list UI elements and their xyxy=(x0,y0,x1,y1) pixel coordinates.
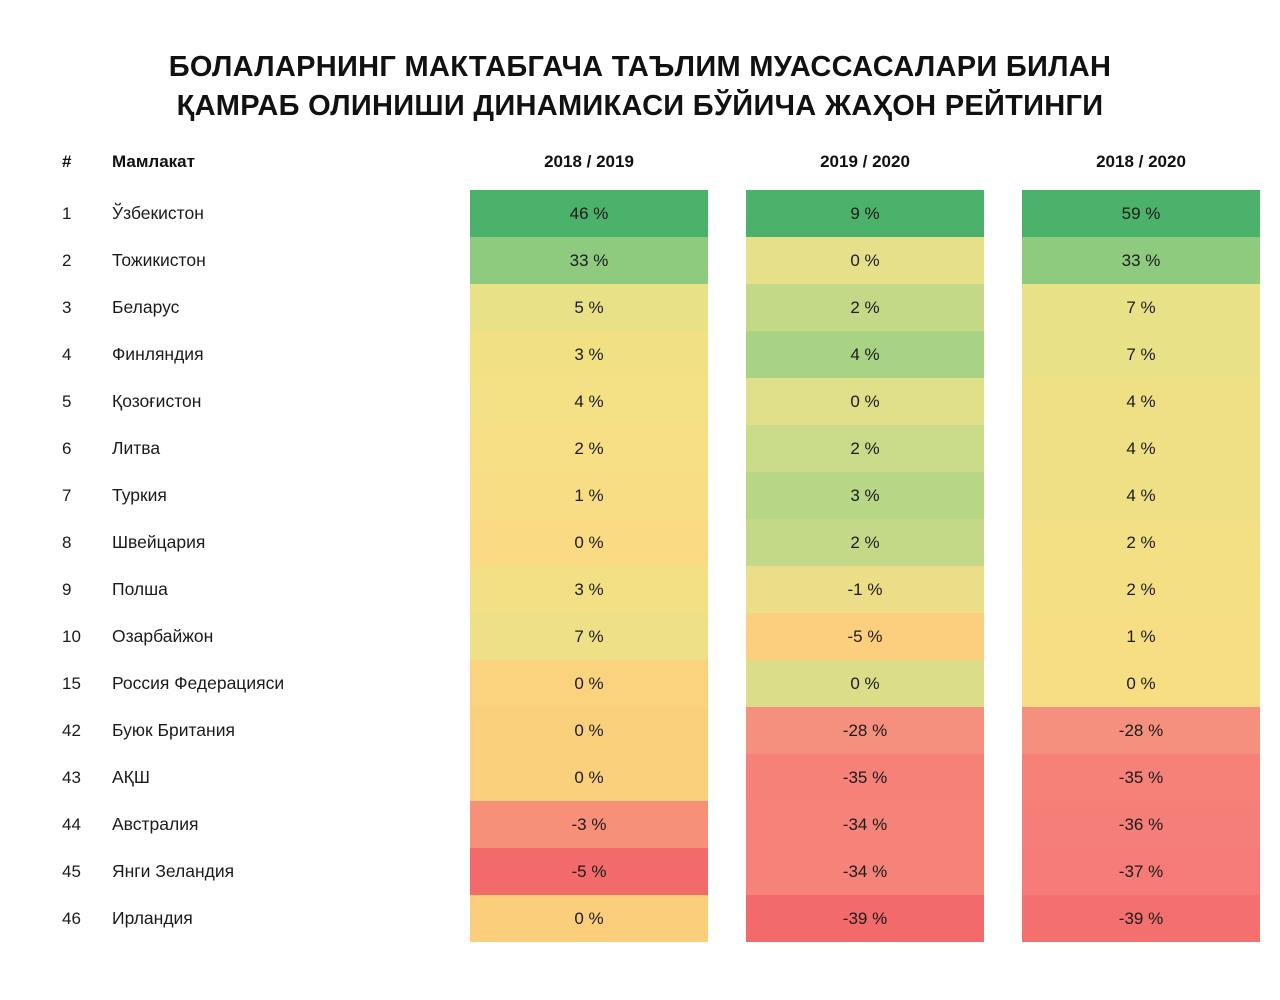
page-title xyxy=(60,48,1220,126)
cell-spacer xyxy=(708,754,746,801)
table-row xyxy=(60,472,1260,519)
row-rank: 2 xyxy=(62,250,72,270)
cell-spacer xyxy=(418,190,470,237)
cell-spacer xyxy=(418,848,470,895)
row-country-label: Тожикистон xyxy=(112,250,206,271)
heatmap-cell: 0 % xyxy=(470,660,708,707)
heatmap-cell: 3 % xyxy=(470,331,708,378)
column-header-country: Мамлакат xyxy=(112,152,195,172)
cell-spacer xyxy=(984,660,1022,707)
row-rank: 43 xyxy=(62,767,81,787)
heatmap-cell: -3 % xyxy=(470,801,708,848)
table-row xyxy=(60,237,1260,284)
column-header-2018-2020: 2018 / 2020 xyxy=(1096,152,1186,172)
cell-spacer xyxy=(708,613,746,660)
heatmap-cell: -34 % xyxy=(746,801,984,848)
heatmap-cell: -39 % xyxy=(1022,895,1260,942)
cell-spacer xyxy=(984,425,1022,472)
table-body xyxy=(60,190,1260,942)
row-rank: 42 xyxy=(62,720,81,740)
cell-spacer xyxy=(708,331,746,378)
heatmap-cell: 1 % xyxy=(470,472,708,519)
cell-spacer xyxy=(708,237,746,284)
table-row xyxy=(60,378,1260,425)
table-row xyxy=(60,190,1260,237)
cell-spacer xyxy=(984,895,1022,942)
heatmap-cell: 0 % xyxy=(746,378,984,425)
heatmap-cell: 33 % xyxy=(1022,237,1260,284)
heatmap-cell: 46 % xyxy=(470,190,708,237)
cell-spacer xyxy=(418,895,470,942)
row-country-label: Туркия xyxy=(112,485,167,506)
cell-spacer xyxy=(708,895,746,942)
page-title-line-1: БОЛАЛАРНИНГ МАКТАБГАЧА ТАЪЛИМ МУАССАСАЛАРИ БИЛАН xyxy=(168,51,1112,83)
header-spacer xyxy=(708,152,746,190)
heatmap-cell: 0 % xyxy=(470,754,708,801)
heatmap-cell: -5 % xyxy=(470,848,708,895)
heatmap-cell: 4 % xyxy=(1022,425,1260,472)
heatmap-cell: 2 % xyxy=(746,519,984,566)
row-rank: 1 xyxy=(62,203,72,223)
heatmap-cell: 9 % xyxy=(746,190,984,237)
table-row xyxy=(60,425,1260,472)
row-country-label: Россия Федерацияси xyxy=(112,673,285,694)
row-country-label: АҚШ xyxy=(112,767,150,788)
heatmap-cell: -28 % xyxy=(746,707,984,754)
cell-spacer xyxy=(708,848,746,895)
row-country-label: Литва xyxy=(112,438,161,459)
row-country-label: Янги Зеландия xyxy=(112,861,235,882)
cell-spacer xyxy=(418,284,470,331)
heatmap-cell: 1 % xyxy=(1022,613,1260,660)
table-row xyxy=(60,660,1260,707)
cell-spacer xyxy=(708,378,746,425)
row-rank: 5 xyxy=(62,391,72,411)
heatmap-cell: 5 % xyxy=(470,284,708,331)
row-country-label: Озарбайжон xyxy=(112,626,214,647)
column-header-2019-2020: 2019 / 2020 xyxy=(820,152,910,172)
heatmap-cell: 4 % xyxy=(746,331,984,378)
table-row xyxy=(60,284,1260,331)
row-country-label: Беларус xyxy=(112,297,180,318)
row-country-label: Ирландия xyxy=(112,908,193,929)
heatmap-cell: -28 % xyxy=(1022,707,1260,754)
row-country-label: Буюк Британия xyxy=(112,720,235,741)
cell-spacer xyxy=(418,660,470,707)
heatmap-cell: 3 % xyxy=(746,472,984,519)
cell-spacer xyxy=(418,519,470,566)
table-row xyxy=(60,613,1260,660)
row-rank: 3 xyxy=(62,297,72,317)
cell-spacer xyxy=(708,566,746,613)
table-row xyxy=(60,331,1260,378)
heatmap-cell: -36 % xyxy=(1022,801,1260,848)
cell-spacer xyxy=(984,331,1022,378)
row-rank: 7 xyxy=(62,485,72,505)
heatmap-cell: -39 % xyxy=(746,895,984,942)
page-title-line-2: ҚАМРАБ ОЛИНИШИ ДИНАМИКАСИ БЎЙИЧА ЖАҲОН РЕЙТИНГИ xyxy=(176,90,1104,123)
row-rank: 15 xyxy=(62,673,81,693)
table-row xyxy=(60,895,1260,942)
cell-spacer xyxy=(418,378,470,425)
header-spacer xyxy=(418,152,470,190)
heatmap-cell: -34 % xyxy=(746,848,984,895)
row-rank: 8 xyxy=(62,532,72,552)
ranking-heatmap-table xyxy=(60,152,1260,942)
heatmap-cell: 2 % xyxy=(1022,519,1260,566)
cell-spacer xyxy=(984,284,1022,331)
heatmap-cell: 0 % xyxy=(470,707,708,754)
cell-spacer xyxy=(418,237,470,284)
cell-spacer xyxy=(984,378,1022,425)
heatmap-cell: 7 % xyxy=(1022,284,1260,331)
cell-spacer xyxy=(418,425,470,472)
cell-spacer xyxy=(418,754,470,801)
table-row xyxy=(60,519,1260,566)
table-row xyxy=(60,801,1260,848)
cell-spacer xyxy=(984,519,1022,566)
row-country-label: Австралия xyxy=(112,814,199,835)
cell-spacer xyxy=(418,472,470,519)
header-spacer xyxy=(984,152,1022,190)
cell-spacer xyxy=(984,754,1022,801)
cell-spacer xyxy=(708,801,746,848)
cell-spacer xyxy=(418,613,470,660)
column-header-2018-2019: 2018 / 2019 xyxy=(544,152,634,172)
cell-spacer xyxy=(984,472,1022,519)
heatmap-cell: 0 % xyxy=(746,237,984,284)
table-header xyxy=(60,152,1260,190)
table-row xyxy=(60,848,1260,895)
cell-spacer xyxy=(708,190,746,237)
heatmap-cell: 4 % xyxy=(470,378,708,425)
heatmap-cell: 0 % xyxy=(470,519,708,566)
table-row xyxy=(60,566,1260,613)
row-country-label: Финляндия xyxy=(112,344,204,365)
cell-spacer xyxy=(984,848,1022,895)
row-rank: 46 xyxy=(62,908,81,928)
row-country-label: Полша xyxy=(112,579,168,600)
cell-spacer xyxy=(984,190,1022,237)
cell-spacer xyxy=(418,801,470,848)
row-rank: 44 xyxy=(62,814,81,834)
column-header-rank: # xyxy=(62,152,72,172)
table-row xyxy=(60,707,1260,754)
cell-spacer xyxy=(984,237,1022,284)
cell-spacer xyxy=(708,472,746,519)
heatmap-cell: 2 % xyxy=(470,425,708,472)
heatmap-cell: 33 % xyxy=(470,237,708,284)
heatmap-cell: 7 % xyxy=(470,613,708,660)
heatmap-cell: -37 % xyxy=(1022,848,1260,895)
cell-spacer xyxy=(418,707,470,754)
row-rank: 4 xyxy=(62,344,72,364)
row-rank: 10 xyxy=(62,626,81,646)
heatmap-cell: 2 % xyxy=(746,284,984,331)
heatmap-cell: 4 % xyxy=(1022,472,1260,519)
heatmap-cell: 2 % xyxy=(1022,566,1260,613)
cell-spacer xyxy=(708,519,746,566)
heatmap-cell: -1 % xyxy=(746,566,984,613)
heatmap-cell: 0 % xyxy=(746,660,984,707)
cell-spacer xyxy=(984,707,1022,754)
row-country-label: Ўзбекистон xyxy=(112,203,204,224)
heatmap-cell: 7 % xyxy=(1022,331,1260,378)
heatmap-cell: -35 % xyxy=(1022,754,1260,801)
cell-spacer xyxy=(708,284,746,331)
cell-spacer xyxy=(418,566,470,613)
row-rank: 6 xyxy=(62,438,72,458)
heatmap-cell: 2 % xyxy=(746,425,984,472)
table-row xyxy=(60,754,1260,801)
cell-spacer xyxy=(984,566,1022,613)
heatmap-cell: -5 % xyxy=(746,613,984,660)
cell-spacer xyxy=(984,801,1022,848)
cell-spacer xyxy=(708,425,746,472)
row-rank: 9 xyxy=(62,579,72,599)
cell-spacer xyxy=(418,331,470,378)
heatmap-cell: 0 % xyxy=(470,895,708,942)
heatmap-cell: 3 % xyxy=(470,566,708,613)
heatmap-cell: -35 % xyxy=(746,754,984,801)
row-rank: 45 xyxy=(62,861,81,881)
cell-spacer xyxy=(984,613,1022,660)
heatmap-cell: 0 % xyxy=(1022,660,1260,707)
heatmap-cell: 59 % xyxy=(1022,190,1260,237)
cell-spacer xyxy=(708,707,746,754)
heatmap-cell: 4 % xyxy=(1022,378,1260,425)
row-country-label: Қозоғистон xyxy=(112,391,202,412)
cell-spacer xyxy=(708,660,746,707)
row-country-label: Швейцария xyxy=(112,532,206,553)
